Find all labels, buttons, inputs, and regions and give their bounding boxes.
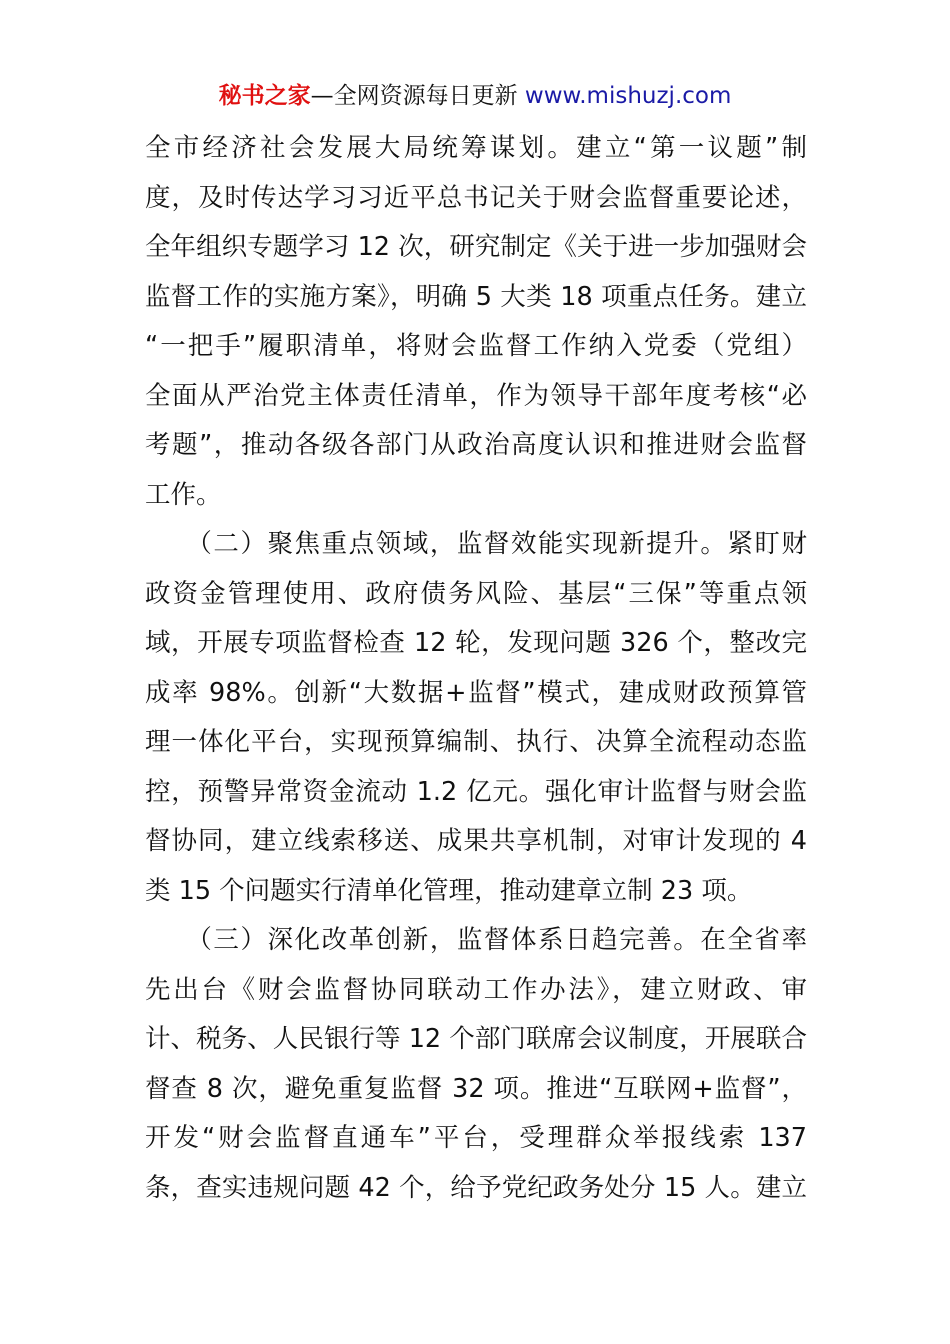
text-line: 理一体化平台，实现预算编制、执行、决算全流程动态监: [145, 727, 807, 757]
text-line: “一把手”履职清单，将财会监督工作纳入党委（党组）: [145, 331, 807, 361]
paragraph-heading-line: （三）深化改革创新，监督体系日趋完善。在全省率: [145, 925, 807, 955]
paragraph-heading-line: （二）聚焦重点领域，监督效能实现新提升。紧盯财: [145, 529, 807, 559]
text-line: 先出台《财会监督协同联动工作办法》，建立财政、审: [145, 974, 807, 1005]
document-body: [145, 124, 807, 1213]
page-header: [0, 78, 950, 114]
text-line: 成率 98%。创新“大数据+监督”模式，建成财政预算管: [145, 677, 807, 708]
text-line: 政资金管理使用、政府债务风险、基层“三保”等重点领: [145, 578, 807, 609]
site-brand: 秘书之家: [218, 83, 311, 109]
text-line: 控，预警异常资金流动 1.2 亿元。强化审计监督与财会监: [145, 776, 807, 807]
text-line: 考题”，推动各级各部门从政治高度认识和推进财会监督: [145, 430, 807, 460]
text-line: 类 15 个问题实行清单化管理，推动建章立制 23 项。: [145, 875, 753, 906]
text-line: 域，开展专项监督检查 12 轮，发现问题 326 个，整改完: [145, 628, 807, 658]
text-line: 工作。: [145, 479, 222, 510]
text-line: 全年组织专题学习 12 次，研究制定《关于进一步加强财会: [145, 232, 807, 262]
text-line: 全面从严治党主体责任清单，作为领导干部年度考核“必: [145, 380, 807, 411]
text-line: 开发“财会监督直通车”平台，受理群众举报线索 137: [145, 1123, 807, 1153]
site-url[interactable]: www.mishuzj.com: [524, 83, 732, 109]
text-line: 度，及时传达学习习近平总书记关于财会监督重要论述，: [145, 182, 807, 213]
text-line: 督协同，建立线索移送、成果共享机制，对审计发现的 4: [145, 826, 807, 856]
text-line: 督查 8 次，避免重复监督 32 项。推进“互联网+监督”，: [145, 1073, 807, 1104]
text-line: 计、税务、人民银行等 12 个部门联席会议制度，开展联合: [145, 1024, 807, 1054]
site-slogan: —全网资源每日更新: [310, 83, 525, 109]
text-line: 条，查实违规问题 42 个，给予党纪政务处分 15 人。建立: [145, 1172, 807, 1203]
text-line: 全市经济社会发展大局统筹谋划。建立“第一议题”制: [145, 133, 807, 163]
text-line: 监督工作的实施方案》，明确 5 大类 18 项重点任务。建立: [145, 281, 807, 312]
